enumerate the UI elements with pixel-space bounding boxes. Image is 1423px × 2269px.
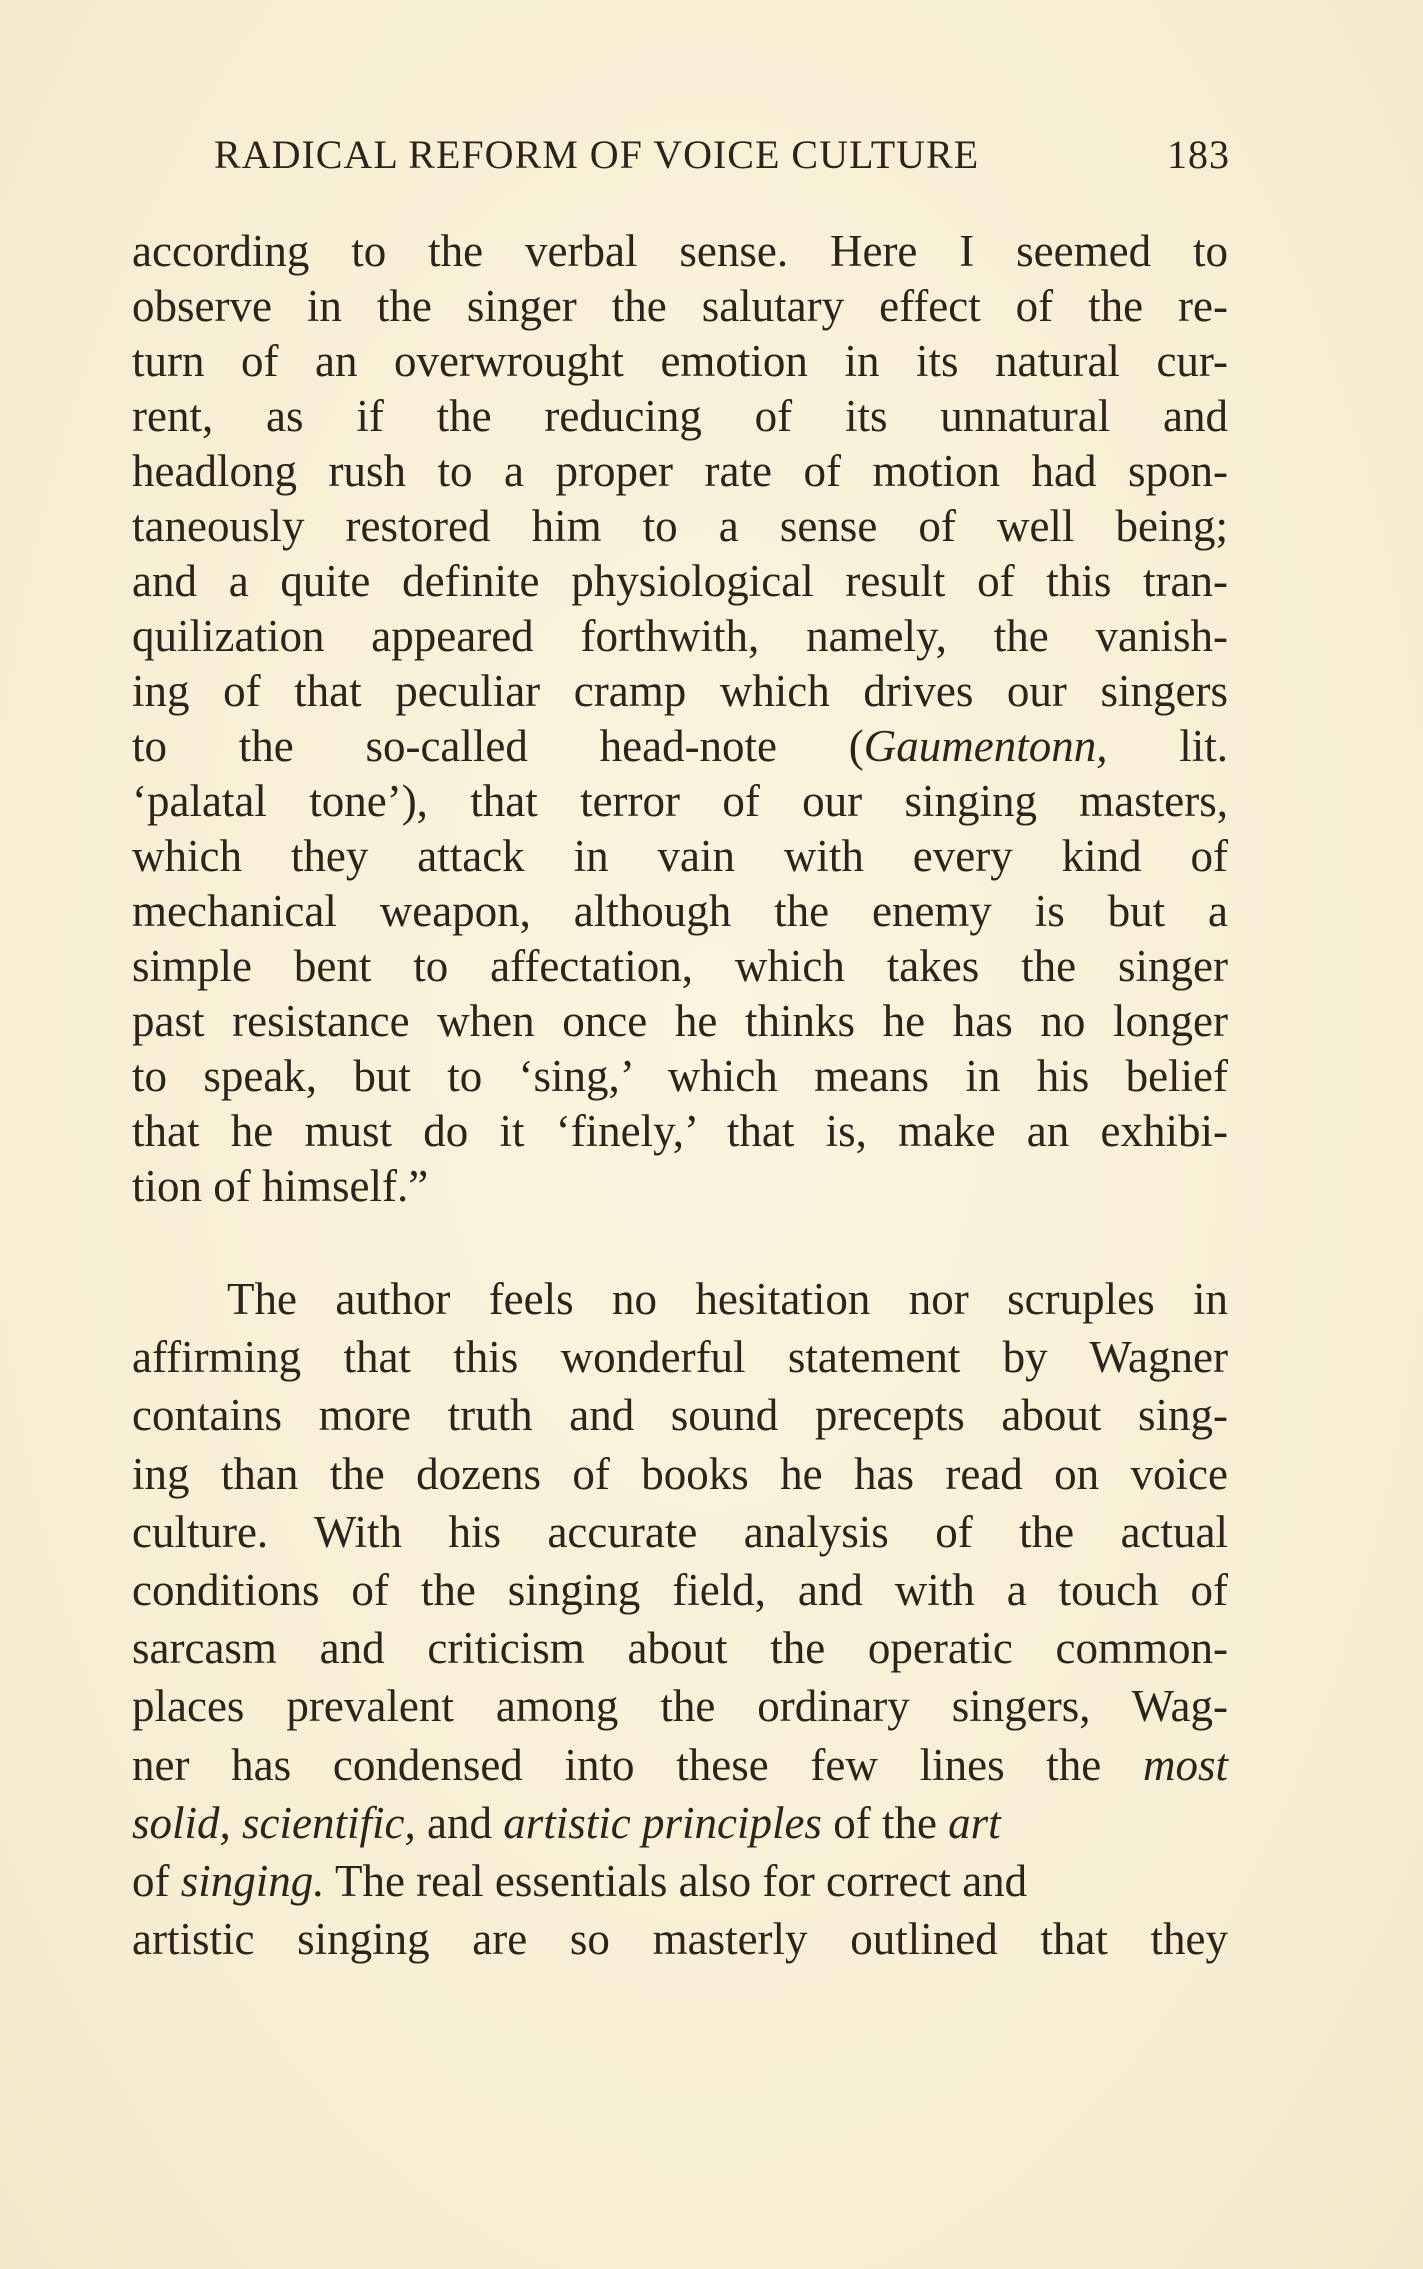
text-line: culture. With his accurate analysis of the actual: [132, 1506, 1228, 1557]
text-line-mixed: [132, 1736, 1228, 1794]
text-run: of: [132, 1855, 181, 1906]
text-line-mixed: [132, 1794, 1228, 1852]
text-line: artistic singing are so masterly outlined that they: [132, 1914, 1228, 1965]
text-run: lit.: [1107, 721, 1228, 771]
text-line: turn of an overwrought emotion in its natural cur-: [132, 336, 1228, 386]
running-title: RADICAL REFORM OF VOICE CULTURE: [214, 132, 980, 177]
text-line: according to the verbal sense. Here I seemed to: [132, 226, 1228, 276]
text-line: ing than the dozens of books he has read on voice: [132, 1448, 1228, 1499]
text-line: mechanical weapon, although the enemy is but a: [132, 886, 1228, 936]
italic-term: singing.: [180, 1855, 325, 1906]
paragraph: [132, 1270, 1228, 1968]
text-line: simple bent to affectation, which takes the singer: [132, 941, 1228, 991]
text-run: and: [415, 1797, 504, 1848]
text-line: past resistance when once he thinks he has no longer: [132, 996, 1228, 1046]
text-line: ‘palatal tone’), that terror of our singing masters,: [132, 776, 1228, 826]
text-line: rent, as if the reducing of its unnatural and: [132, 391, 1228, 441]
text-line: affirming that this wonderful statement by Wagner: [132, 1332, 1228, 1383]
text-line: and a quite definite physiological result of this tran-: [132, 556, 1228, 606]
italic-term: solid, scientific,: [132, 1797, 416, 1848]
text-line: ing of that peculiar cramp which drives our singers: [132, 666, 1228, 716]
text-line: places prevalent among the ordinary singers, Wag-: [132, 1681, 1228, 1732]
text-line: observe in the singer the salutary effect of the re-: [132, 281, 1228, 331]
text-line: quilization appeared forthwith, namely, the vanish-: [132, 611, 1228, 661]
text-line: sarcasm and criticism about the operatic common-: [132, 1623, 1228, 1674]
text-line: contains more truth and sound precepts about sing-: [132, 1390, 1228, 1441]
text-run: The real essentials also for correct and: [324, 1855, 1028, 1906]
italic-term: art: [948, 1797, 1001, 1848]
text-line: headlong rush to a proper rate of motion had spon-: [132, 446, 1228, 496]
text-line: that he must do it ‘finely,’ that is, make an exhibi-: [132, 1106, 1228, 1156]
text-run: of the: [821, 1797, 949, 1848]
text-run: ner has condensed into these few lines the: [132, 1739, 1143, 1790]
text-line-mixed: [132, 719, 1228, 774]
text-line: tion of himself.”: [132, 1161, 429, 1211]
italic-term: Gaumentonn,: [863, 721, 1108, 771]
italic-term: most: [1142, 1739, 1228, 1790]
text-line: which they attack in vain with every kind of: [132, 831, 1228, 881]
page-number: 183: [1167, 132, 1230, 177]
paragraph-continued: [132, 224, 1228, 1214]
text-run: to the so-called head-note (: [132, 721, 864, 771]
text-line: taneously restored him to a sense of well being;: [132, 501, 1228, 551]
text-line-mixed: [132, 1852, 1228, 1910]
text-line: The author feels no hesitation nor scruples in: [227, 1274, 1228, 1324]
text-line: conditions of the singing field, and with a touch of: [132, 1564, 1228, 1615]
text-line: to speak, but to ‘sing,’ which means in his belief: [132, 1051, 1228, 1101]
italic-term: artistic principles: [503, 1797, 822, 1848]
running-head: [214, 128, 1230, 182]
